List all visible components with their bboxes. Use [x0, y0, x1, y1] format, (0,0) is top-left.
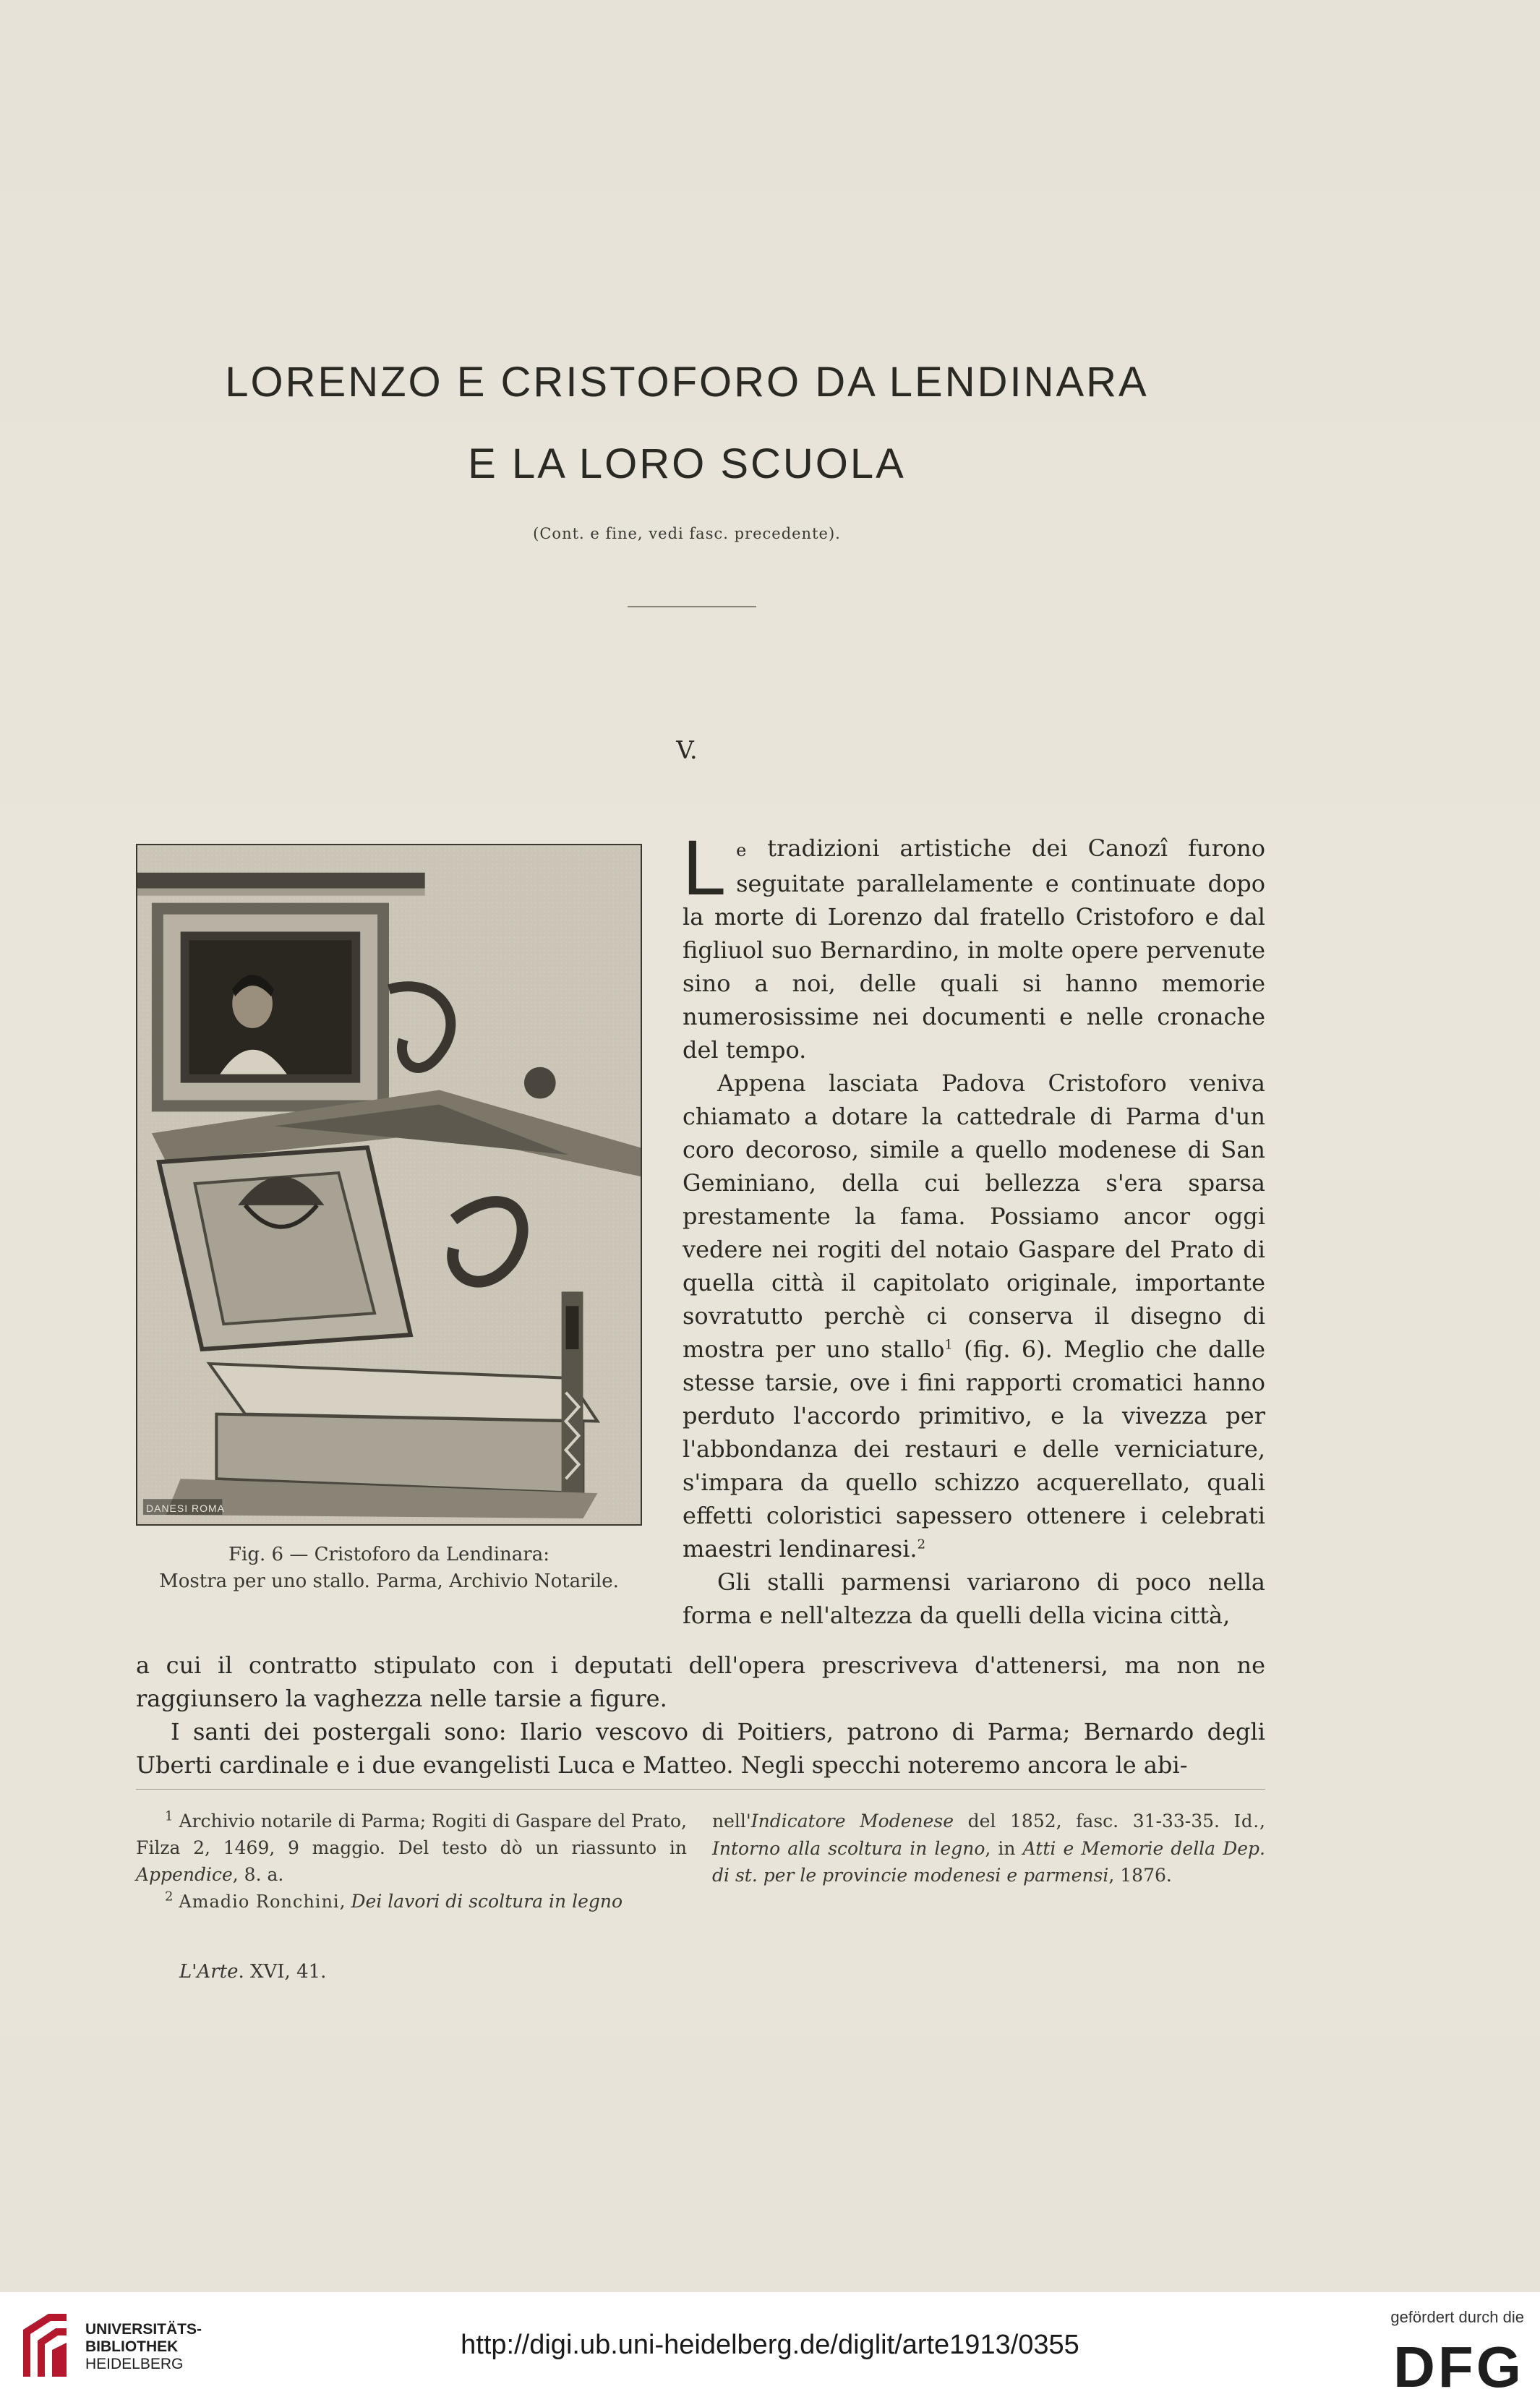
- footnote-ref-1[interactable]: 1: [944, 1337, 953, 1353]
- paragraph-2-text-a: Appena lasciata Padova Cristoforo veniva chiamato a dotare la cattedrale di Parma d'un coro decoroso, simile a quello modenese di San Geminiano, della cui bellezza s'era sparsa prestamente la fama. Possiamo ancor oggi vedere nei rogiti del notaio Gaspare del Prato di quella città il capitolato originale, importante sovratutto perchè ci conserva il disegno di mostra per uno stallo: [683, 1069, 1265, 1363]
- footnote-1-end: , 8. a.: [232, 1864, 284, 1885]
- dfg-logo[interactable]: DFG: [1393, 2335, 1524, 2399]
- paragraph-3-text-a: Gli stalli parmensi variarono di poco nella forma e nell'altezza da quelli della vicina città,: [683, 1568, 1265, 1629]
- paragraph-4: [136, 1715, 1265, 1782]
- footnote-2-cont-italic3: Atti e Memorie della Dep. di st. per le provincie modenesi e parmensi: [712, 1838, 1265, 1886]
- article-subtitle: (Cont. e fine, vedi fasc. precedente).: [533, 525, 841, 542]
- paragraph-3-text-b: a cui il contratto stipulato con i deputati dell'opera prescriveva d'attenersi, ma non ne raggiunsero la vaghezza nelle tarsie a figure.: [136, 1651, 1265, 1712]
- funding-label: gefördert durch die: [1390, 2308, 1524, 2326]
- footnote-2-cont-c: ,: [1259, 1811, 1265, 1832]
- permalink-url[interactable]: http://digi.ub.uni-heidelberg.de/diglit/arte1913/0355: [461, 2330, 1079, 2360]
- choir-stall-illustration: [137, 845, 641, 1524]
- body-text-full-width: [136, 1649, 1265, 1782]
- paragraph-3-continued: [136, 1649, 1265, 1715]
- digitization-footer: [0, 2292, 1540, 2402]
- footnote-2-cont-a: nell': [712, 1811, 751, 1832]
- title-divider: [628, 606, 756, 607]
- footnote-2-cont-italic1: Indicatore Modenese: [750, 1811, 954, 1832]
- footnote-2-cont-id: Id.: [1233, 1811, 1260, 1832]
- footnote-2: $^2$ Amadio Ronchini, Dei lavori di scoltura in legno: [165, 1889, 623, 1912]
- body-text-column: [683, 824, 1265, 1632]
- footnote-2-author: Amadio Ronchini: [179, 1892, 340, 1912]
- journal-signature: [179, 1961, 326, 1983]
- footnote-2-cont-italic2: Intorno alla scoltura in legno: [712, 1838, 985, 1859]
- footnote-2-cont-d: , in: [985, 1838, 1023, 1859]
- footnote-ref-2[interactable]: 2: [917, 1536, 926, 1552]
- paragraph-4-text: I santi dei postergali sono: Ilario vescovo di Poitiers, patrono di Parma; Bernardo degli Uberti cardinale e i due evangelisti Luca e Matteo. Negli specchi noteremo ancora le abi-: [136, 1718, 1265, 1779]
- drop-cap: L: [683, 824, 727, 911]
- footnote-divider: [136, 1789, 1265, 1790]
- footnotes-right-column: [712, 1808, 1265, 1889]
- paragraph-2: [683, 1067, 1265, 1565]
- section-number: V.: [676, 736, 698, 765]
- article-title-line2: E LA LORO SCUOLA: [468, 440, 906, 487]
- footnotes-left-column: [136, 1808, 687, 1915]
- uni-line1: UNIVERSITÄTS-: [85, 2321, 202, 2338]
- figure-caption-line1: Fig. 6 — Cristoforo da Lendinara:: [228, 1544, 549, 1565]
- journal-name: L'Arte: [179, 1961, 239, 1983]
- footnote-2-number: 2: [165, 1889, 174, 1905]
- paragraph-1-text: tradizioni artistiche dei Canozî furono seguitate parallelamente e continuate dopo la morte di Lorenzo dal fratello Cristoforo e dal figliuol suo Bernardino, in molte opere pervenute sino a noi, delle quali si hanno memorie numerosissime nei documenti e nelle cronache del tempo.: [683, 834, 1265, 1064]
- paragraph-1: [683, 824, 1265, 1067]
- footnote-1-text: Archivio notarile di Parma; Rogiti di Gaspare del Prato, Filza 2, 1469, 9 maggio. Del testo dò un riassunto in: [136, 1811, 687, 1858]
- article-title-line1: LORENZO E CRISTOFORO DA LENDINARA: [225, 359, 1149, 406]
- figure-choir-stall-drawing: [136, 844, 642, 1526]
- small-caps-start: e: [736, 840, 748, 860]
- footnote-2-cont-e: , 1876.: [1108, 1865, 1172, 1886]
- journal-issue: . XVI, 41.: [238, 1961, 327, 1983]
- uni-line3: HEIDELBERG: [85, 2356, 184, 2372]
- figure-caption-line2: Mostra per uno stallo. Parma, Archivio Notarile.: [159, 1570, 619, 1592]
- footnote-2-cont-b: del 1852, fasc. 31-33-35.: [954, 1811, 1234, 1832]
- paragraph-3-start: [683, 1565, 1265, 1632]
- footnote-1: [136, 1808, 687, 1888]
- footnote-1-number: 1: [165, 1808, 174, 1824]
- photographer-stamp: DANESI ROMA: [146, 1503, 226, 1514]
- uni-line2: BIBLIOTHEK: [85, 2338, 179, 2355]
- footnote-2-italic: Dei lavori di scoltura in legno: [351, 1891, 623, 1912]
- paragraph-2-text-b: (fig. 6). Meglio che dalle stesse tarsie, ove i fini rapporti cromatici hanno perduto l'accordo primitivo, e la vivezza per l'abbondanza dei restauri e delle verniciature, s'impara da quello schizzo acquerellato, quali effetti coloristici sapessero ottenere i celebrati maestri lendinaresi.: [683, 1335, 1265, 1563]
- footnote-2-continued: [712, 1808, 1265, 1889]
- footnote-1-italic: Appendice: [136, 1864, 233, 1885]
